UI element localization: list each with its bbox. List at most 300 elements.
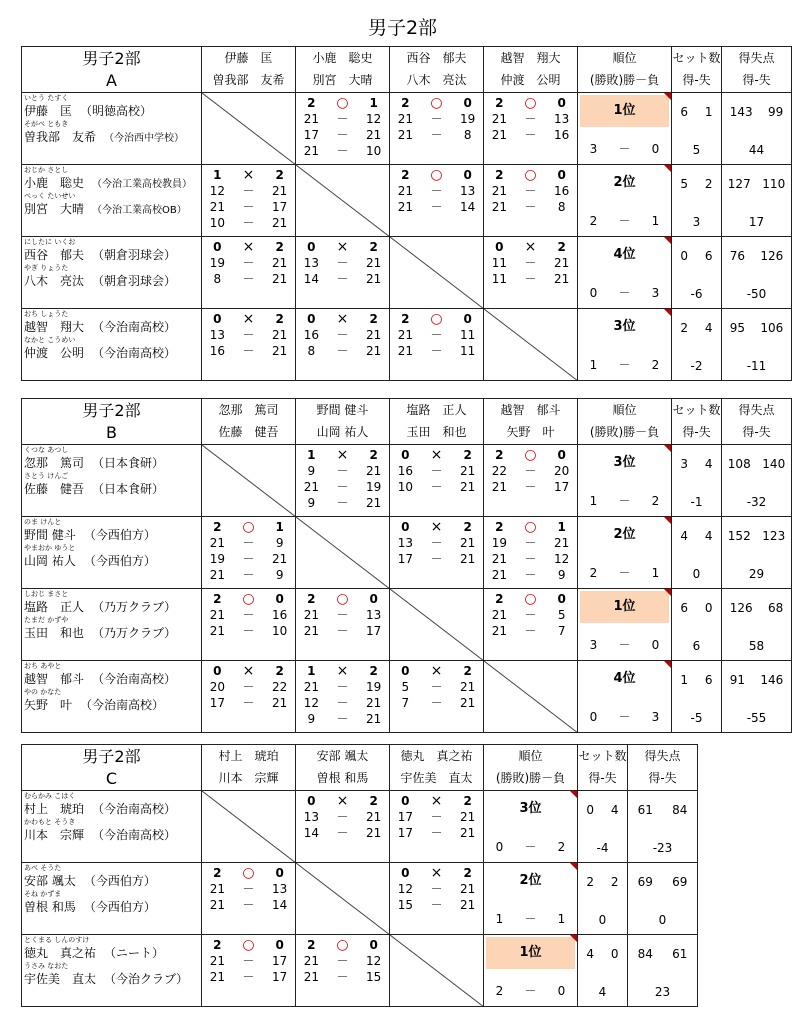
rank-badge: 3位 (519, 801, 542, 816)
game-score-opp: 21 (460, 882, 476, 896)
points-against: 126 (760, 249, 784, 263)
corner-flag (570, 935, 577, 942)
loss-mark: × (336, 447, 349, 463)
player-1-name: 村上 琥珀 (24, 802, 85, 816)
match-score-grid (390, 791, 483, 841)
player-1-line (22, 527, 201, 543)
win-loss-dash: － (618, 638, 631, 652)
game-dash: － (242, 680, 255, 694)
game-score-opp: 12 (366, 112, 382, 126)
game-score-opp: 13 (554, 112, 570, 126)
self-match-cell (390, 935, 484, 1007)
player-2-affiliation: （今治南高校） (92, 828, 177, 842)
match-score-grid (296, 589, 389, 639)
game-dash: － (524, 200, 537, 214)
match-sets-lost: 2 (275, 312, 284, 326)
game-score-own: 21 (491, 184, 507, 198)
wins-count: 0 (589, 710, 598, 724)
win-mark: ○ (242, 591, 255, 607)
game-score-own: 16 (397, 464, 413, 478)
player-1-line (22, 599, 201, 615)
match-cell (202, 309, 296, 381)
match-score-grid (296, 309, 389, 359)
match-score-grid (390, 165, 483, 215)
sets-won-lost (578, 935, 627, 962)
player-2-kana: うさみ なおた (24, 962, 69, 970)
points-against: 99 (768, 105, 784, 119)
game-score-opp: 14 (272, 898, 288, 912)
game-dash: － (242, 272, 255, 286)
match-sets-won: 0 (401, 448, 410, 462)
sets-won: 4 (680, 529, 689, 543)
match-sets-lost: 2 (369, 240, 378, 254)
win-loss (578, 285, 671, 301)
match-sets-won: 0 (401, 794, 410, 808)
win-loss (578, 357, 671, 373)
self-match-cell (202, 445, 296, 517)
game-score-opp: 21 (366, 810, 382, 824)
win-loss (484, 839, 577, 855)
game-score-opp: 11 (460, 328, 476, 342)
points-for: 127 (727, 177, 751, 191)
win-mark: ○ (524, 519, 537, 535)
game-score-own: 9 (307, 464, 316, 478)
game-dash: － (336, 696, 349, 710)
sets-lost: 4 (704, 321, 713, 335)
sets-won: 3 (680, 457, 689, 471)
match-sets-won: 2 (213, 592, 222, 606)
points-header-line2: 得-失 (742, 73, 771, 87)
rank-header (484, 745, 578, 791)
points-for-against (722, 165, 791, 192)
rank-header-line1: 順位 (612, 403, 637, 417)
win-loss-dash: － (524, 912, 537, 926)
player-1-affiliation: （ニート） (104, 946, 165, 960)
team-row (22, 445, 792, 517)
rank-header-line2: (勝敗)勝－負 (589, 73, 660, 87)
points-for: 95 (729, 321, 745, 335)
match-sets-won: 2 (495, 520, 504, 534)
player-1-affiliation: （日本食研） (92, 456, 165, 470)
game-score-own: 11 (491, 272, 507, 286)
game-score-own: 21 (209, 624, 225, 638)
points-for-against (722, 517, 791, 544)
opponent-player-1: 忽那 篤司 (218, 403, 279, 417)
game-dash: － (336, 608, 349, 622)
match-cell (296, 589, 390, 661)
player-1-kana: のま けんと (24, 518, 62, 526)
game-dash: － (242, 898, 255, 912)
team-cell (22, 237, 202, 309)
sets-header-line1: セット数 (672, 51, 721, 65)
opponent-player-2: 曽根 和馬 (316, 771, 369, 785)
player-2-line (22, 697, 201, 713)
rank-badge: 2位 (613, 527, 636, 542)
match-sets-lost: 2 (275, 240, 284, 254)
sets-header-line2: 得-失 (682, 73, 711, 87)
self-match-cell (390, 237, 484, 309)
game-score-own: 17 (397, 826, 413, 840)
points-header-line2: 得-失 (742, 425, 771, 439)
game-score-own: 15 (397, 898, 413, 912)
match-score-grid (202, 935, 295, 985)
game-dash: － (336, 712, 349, 726)
player-2-name: 矢野 叶 (24, 698, 73, 712)
game-score-own: 13 (303, 810, 319, 824)
game-score-opp: 21 (272, 552, 288, 566)
match-sets-won: 2 (495, 592, 504, 606)
match-cell (296, 309, 390, 381)
corner-flag (664, 661, 671, 668)
win-loss (578, 141, 671, 157)
wins-count: 1 (589, 358, 598, 372)
game-score-opp: 10 (366, 144, 382, 158)
match-cell (296, 791, 390, 863)
points-cell (722, 517, 792, 589)
game-dash: － (524, 624, 537, 638)
points-cell (722, 589, 792, 661)
match-score-grid (390, 661, 483, 711)
sets-lost: 6 (704, 673, 713, 687)
player-2-line (22, 345, 201, 361)
game-dash: － (430, 200, 443, 214)
game-dash: － (336, 826, 349, 840)
match-sets-won: 0 (401, 664, 410, 678)
match-sets-won: 0 (213, 664, 222, 678)
game-score-own: 9 (307, 496, 316, 510)
points-cell (722, 93, 792, 165)
corner-flag (570, 863, 577, 870)
loss-mark: × (524, 239, 537, 255)
group-name: 男子2部 (82, 49, 141, 68)
page-title: 男子2部 (367, 17, 438, 39)
game-score-opp: 21 (554, 256, 570, 270)
self-match-cell (484, 309, 578, 381)
game-dash: － (242, 536, 255, 550)
match-sets-won: 2 (213, 520, 222, 534)
player-1-kana: にしたに いくお (24, 238, 76, 246)
points-cell (628, 863, 698, 935)
rank-cell (578, 517, 672, 589)
game-score-own: 14 (303, 826, 319, 840)
team-row (22, 93, 792, 165)
match-sets-won: 0 (213, 312, 222, 326)
match-sets-lost: 2 (463, 866, 472, 880)
game-score-opp: 21 (272, 184, 288, 198)
match-sets-lost: 0 (557, 592, 566, 606)
player-2-line (22, 481, 201, 497)
game-score-own: 21 (209, 200, 225, 214)
sets-cell (672, 309, 722, 381)
sets-diff: -6 (690, 287, 703, 301)
game-score-opp: 17 (366, 624, 382, 638)
game-dash: － (524, 536, 537, 550)
player-2-line (22, 899, 201, 915)
player-2-line (22, 273, 201, 289)
match-score-grid (202, 589, 295, 639)
match-sets-won: 2 (213, 866, 222, 880)
game-score-own: 19 (491, 536, 507, 550)
game-score-own: 9 (307, 712, 316, 726)
points-against: 106 (760, 321, 784, 335)
match-sets-lost: 0 (463, 312, 472, 326)
game-score-opp: 21 (460, 464, 476, 478)
game-score-own: 21 (303, 624, 319, 638)
game-dash: － (242, 200, 255, 214)
match-score-grid (202, 165, 295, 231)
points-for-against (628, 863, 697, 890)
team-row (22, 863, 698, 935)
points-for: 76 (729, 249, 745, 263)
opponent-player-1: 伊藤 匡 (224, 51, 273, 65)
game-score-opp: 5 (557, 608, 566, 622)
game-score-opp: 10 (272, 624, 288, 638)
player-1-kana: とくまる しんのすけ (24, 936, 90, 944)
rank-header-line2: (勝敗)勝－負 (589, 425, 660, 439)
player-1-line (22, 247, 201, 263)
player-2-line (22, 827, 201, 843)
corner-flag (664, 93, 671, 100)
points-header-line1: 得失点 (738, 403, 775, 417)
team-cell (22, 863, 202, 935)
player-1-kana: あべ そうた (24, 864, 62, 872)
loss-mark: × (336, 239, 349, 255)
match-sets-lost: 2 (463, 794, 472, 808)
game-dash: － (524, 128, 537, 142)
match-cell (296, 935, 390, 1007)
player-2-affiliation: （乃万クラブ） (92, 626, 177, 640)
player-1-kana: くつな あつし (24, 446, 69, 454)
game-score-own: 19 (209, 256, 225, 270)
rank-cell (578, 165, 672, 237)
points-diff: -32 (746, 495, 767, 509)
group-header (22, 47, 202, 93)
sets-lost: 1 (704, 105, 713, 119)
sets-won-lost (672, 589, 721, 616)
losses-count: 2 (557, 840, 566, 854)
match-score-grid (484, 517, 577, 583)
sets-cell (672, 517, 722, 589)
player-2-affiliation: （朝倉羽球会） (92, 274, 177, 288)
corner-flag (664, 517, 671, 524)
game-score-own: 21 (397, 344, 413, 358)
group-table (21, 46, 792, 381)
player-1-name: 越智 郁斗 (24, 672, 85, 686)
game-score-own: 21 (303, 112, 319, 126)
game-score-own: 21 (397, 328, 413, 342)
player-2-name: 仲渡 公明 (24, 346, 85, 360)
win-mark: ○ (336, 937, 349, 953)
match-cell (484, 237, 578, 309)
self-match-cell (202, 93, 296, 165)
win-loss-dash: － (524, 984, 537, 998)
opponent-player-2: 仲渡 公明 (500, 73, 561, 87)
game-dash: － (242, 696, 255, 710)
group-header (22, 745, 202, 791)
player-2-kana: かわもと そうき (24, 818, 76, 826)
opponent-player-1: 西谷 郁夫 (406, 51, 467, 65)
losses-count: 2 (651, 494, 660, 508)
game-score-own: 21 (397, 184, 413, 198)
game-dash: － (336, 810, 349, 824)
game-score-own: 12 (209, 184, 225, 198)
game-score-own: 21 (303, 480, 319, 494)
win-loss-dash: － (618, 286, 631, 300)
match-sets-won: 2 (307, 592, 316, 606)
player-1-affiliation: （乃万クラブ） (92, 600, 177, 614)
team-row (22, 237, 792, 309)
rank-cell (484, 863, 578, 935)
player-1-name: 野間 健斗 (24, 528, 76, 542)
game-score-own: 21 (397, 200, 413, 214)
game-score-own: 21 (491, 128, 507, 142)
match-sets-lost: 1 (275, 520, 284, 534)
game-dash: － (242, 344, 255, 358)
wins-count: 2 (589, 566, 598, 580)
game-score-own: 8 (213, 272, 222, 286)
player-2-kana: さとう けんご (24, 472, 69, 480)
match-sets-lost: 2 (275, 168, 284, 182)
points-for: 91 (729, 673, 745, 687)
losses-count: 1 (651, 566, 660, 580)
opponent-player-1: 塩路 正人 (406, 403, 467, 417)
game-score-opp: 21 (460, 680, 476, 694)
player-1-name: 越智 翔大 (24, 320, 85, 334)
game-score-own: 17 (397, 810, 413, 824)
sets-won-lost (672, 445, 721, 472)
diagonal-line (484, 661, 578, 733)
sets-diff: 3 (692, 215, 701, 229)
group-letter: C (105, 769, 118, 788)
match-sets-won: 2 (307, 938, 316, 952)
game-score-opp: 16 (554, 184, 570, 198)
win-loss (484, 983, 577, 999)
points-header-line2: 得-失 (648, 771, 677, 785)
game-dash: － (336, 128, 349, 142)
player-2-line (22, 971, 201, 987)
team-row (22, 589, 792, 661)
team-cell (22, 309, 202, 381)
match-sets-lost: 0 (369, 938, 378, 952)
match-sets-won: 2 (213, 938, 222, 952)
points-for: 143 (729, 105, 753, 119)
match-sets-won: 0 (307, 240, 316, 254)
points-header (628, 745, 698, 791)
sets-diff: -2 (690, 359, 703, 373)
game-dash: － (524, 552, 537, 566)
game-score-opp: 21 (460, 552, 476, 566)
game-score-opp: 21 (272, 328, 288, 342)
wins-count: 2 (589, 214, 598, 228)
game-score-own: 21 (303, 608, 319, 622)
player-1-name: 小鹿 聡史 (24, 176, 85, 190)
rank-cell (484, 935, 578, 1007)
match-sets-won: 2 (307, 96, 316, 110)
rank-badge: 3位 (613, 455, 636, 470)
points-diff: 58 (748, 639, 765, 653)
opponent-header (296, 399, 390, 445)
game-dash: － (430, 480, 443, 494)
rank-badge: 4位 (613, 671, 636, 686)
win-mark: ○ (242, 937, 255, 953)
win-loss (484, 911, 577, 927)
rank-cell (578, 589, 672, 661)
rank-header-line1: 順位 (518, 749, 543, 763)
game-dash: － (524, 112, 537, 126)
points-diff: 0 (658, 913, 667, 927)
match-sets-won: 2 (495, 168, 504, 182)
game-dash: － (430, 112, 443, 126)
player-1-line (22, 455, 201, 471)
game-score-opp: 21 (460, 826, 476, 840)
match-score-grid (484, 165, 577, 215)
points-against: 123 (762, 529, 786, 543)
loss-mark: × (242, 311, 255, 327)
game-score-own: 21 (491, 624, 507, 638)
points-cell (722, 165, 792, 237)
rank-cell (484, 791, 578, 863)
player-2-name: 川本 宗輝 (24, 828, 85, 842)
game-score-opp: 9 (275, 568, 284, 582)
game-score-own: 17 (209, 696, 225, 710)
player-1-line (22, 945, 201, 961)
losses-count: 0 (557, 984, 566, 998)
points-for-against (722, 661, 791, 688)
points-against: 110 (762, 177, 786, 191)
opponent-player-1: 野間 健斗 (316, 403, 369, 417)
game-dash: － (524, 568, 537, 582)
corner-flag (664, 589, 671, 596)
points-cell (628, 935, 698, 1007)
game-score-own: 13 (397, 536, 413, 550)
rank-header (578, 47, 672, 93)
rank-badge: 2位 (519, 873, 542, 888)
match-cell (484, 517, 578, 589)
opponent-player-2: 玉田 和也 (406, 425, 467, 439)
game-score-own: 17 (397, 552, 413, 566)
corner-flag (664, 445, 671, 452)
win-loss-dash: － (618, 142, 631, 156)
team-row (22, 309, 792, 381)
match-cell (390, 661, 484, 733)
win-mark: ○ (242, 865, 255, 881)
game-score-opp: 16 (554, 128, 570, 142)
self-match-cell (390, 589, 484, 661)
opponent-player-1: 徳丸 真之祐 (400, 749, 473, 763)
wins-count: 0 (495, 840, 504, 854)
game-score-own: 21 (303, 680, 319, 694)
team-row (22, 165, 792, 237)
match-sets-lost: 0 (275, 592, 284, 606)
match-sets-lost: 0 (463, 96, 472, 110)
loss-mark: × (430, 865, 443, 881)
team-cell (22, 935, 202, 1007)
points-diff: -50 (746, 287, 767, 301)
game-score-opp: 11 (460, 344, 476, 358)
match-sets-won: 2 (401, 312, 410, 326)
game-dash: － (336, 328, 349, 342)
diagonal-line (202, 445, 296, 517)
match-sets-won: 0 (401, 866, 410, 880)
sets-lost: 4 (704, 457, 713, 471)
player-2-name: 山岡 祐人 (24, 554, 76, 568)
rank-cell (578, 237, 672, 309)
game-dash: － (242, 882, 255, 896)
game-dash: － (430, 826, 443, 840)
win-mark: ○ (524, 167, 537, 183)
player-1-name: 徳丸 真之祐 (24, 946, 97, 960)
player-2-affiliation: （今治南高校） (80, 698, 165, 712)
